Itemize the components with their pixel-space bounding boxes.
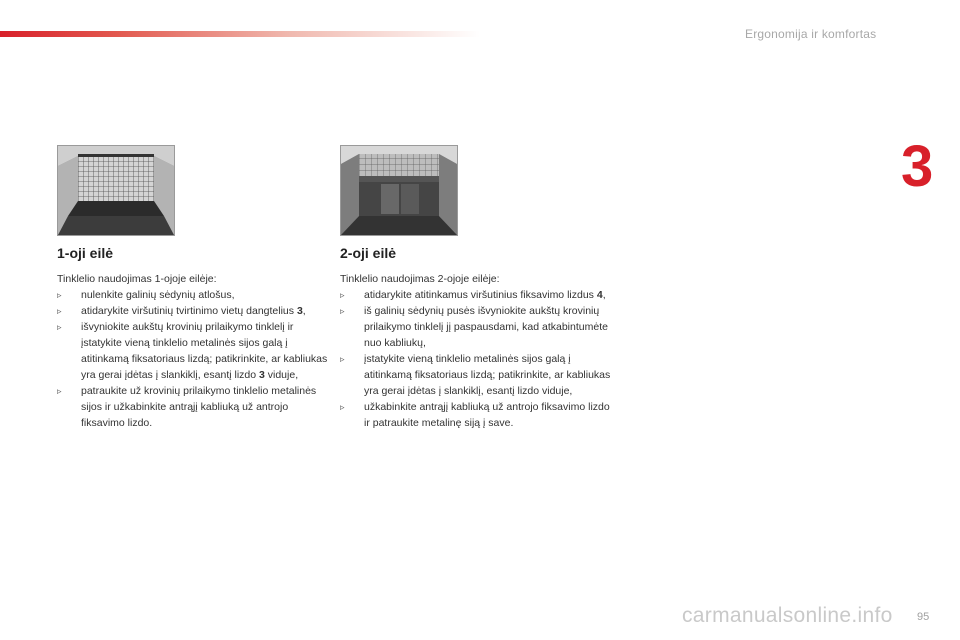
arrow-bullet-icon: ▹: [57, 290, 62, 300]
list-item: ▹ iš galinių sėdynių pusės išvyniokite aukštų krovinių prilaikymo tinklelį jį paspausdami, kad atkabintumėte nuo kabliukų,: [340, 305, 608, 349]
watermark: carmanualsonline.info: [682, 604, 893, 627]
arrow-bullet-icon: ▹: [340, 290, 345, 300]
row2-instructions: [340, 245, 612, 431]
arrow-bullet-icon: ▹: [57, 322, 62, 332]
page-number: 95: [917, 611, 930, 623]
row1-heading: 1-oji eilė: [57, 245, 114, 261]
list-item: ▹ patraukite už krovinių prilaikymo tinklelio metalinės sijos ir užkabinkite antrąjį kabliuką už antrojo fiksavimo lizdo.: [57, 385, 317, 429]
list-item: ▹ įstatykite vieną tinklelio metalinės sijos galą į atitinkamą fiksatoriaus lizdą; patikrinkite, ar kabliukas yra gerai įdėtas į slankiklį, esantį lizdo viduje,: [340, 353, 611, 397]
row1-intro: Tinklelio naudojimas 1-ojoje eilėje:: [57, 273, 217, 285]
list-item: ▹ atidarykite viršutinių tvirtinimo vietų dangtelius 3,: [57, 305, 306, 317]
row1-instructions: [57, 245, 329, 431]
row2-heading: 2-oji eilė: [340, 245, 397, 261]
row2-steps-list: [340, 287, 612, 431]
list-item: ▹ užkabinkite antrąjį kabliuką už antrojo fiksavimo lizdo ir patraukite metalinę siją į save.: [340, 401, 610, 429]
arrow-bullet-icon: ▹: [340, 402, 345, 412]
top-accent-bar: [0, 31, 480, 37]
reference-number: 3: [296, 305, 303, 317]
row2-intro: Tinklelio naudojimas 2-ojoje eilėje:: [340, 273, 500, 285]
arrow-bullet-icon: ▹: [340, 306, 345, 316]
cargo-net-row2-photo: [340, 145, 458, 236]
arrow-bullet-icon: ▹: [57, 306, 62, 316]
arrow-bullet-icon: ▹: [340, 354, 345, 364]
cargo-net-row1-photo: [57, 145, 175, 236]
list-item: ▹ išvyniokite aukštų krovinių prilaikymo tinklelį ir įstatykite vieną tinklelio metalinės sijos galą į atitinkamą fiksatoriaus lizdą; patikrinkite, ar kabliukas yra gerai įdėtas į slankiklį, esantį lizdo 3 viduje,: [57, 321, 328, 381]
section-title: Ergonomija ir komfortas: [745, 27, 877, 41]
reference-number: 3: [259, 369, 265, 381]
reference-number: 4: [596, 289, 603, 301]
list-item: ▹ nulenkite galinių sėdynių atlošus,: [57, 289, 235, 301]
arrow-bullet-icon: ▹: [57, 386, 62, 396]
row1-steps-list: [57, 287, 329, 431]
chapter-number: 3: [901, 134, 934, 199]
list-item: ▹ atidarykite atitinkamus viršutinius fiksavimo lizdus 4,: [340, 289, 606, 301]
